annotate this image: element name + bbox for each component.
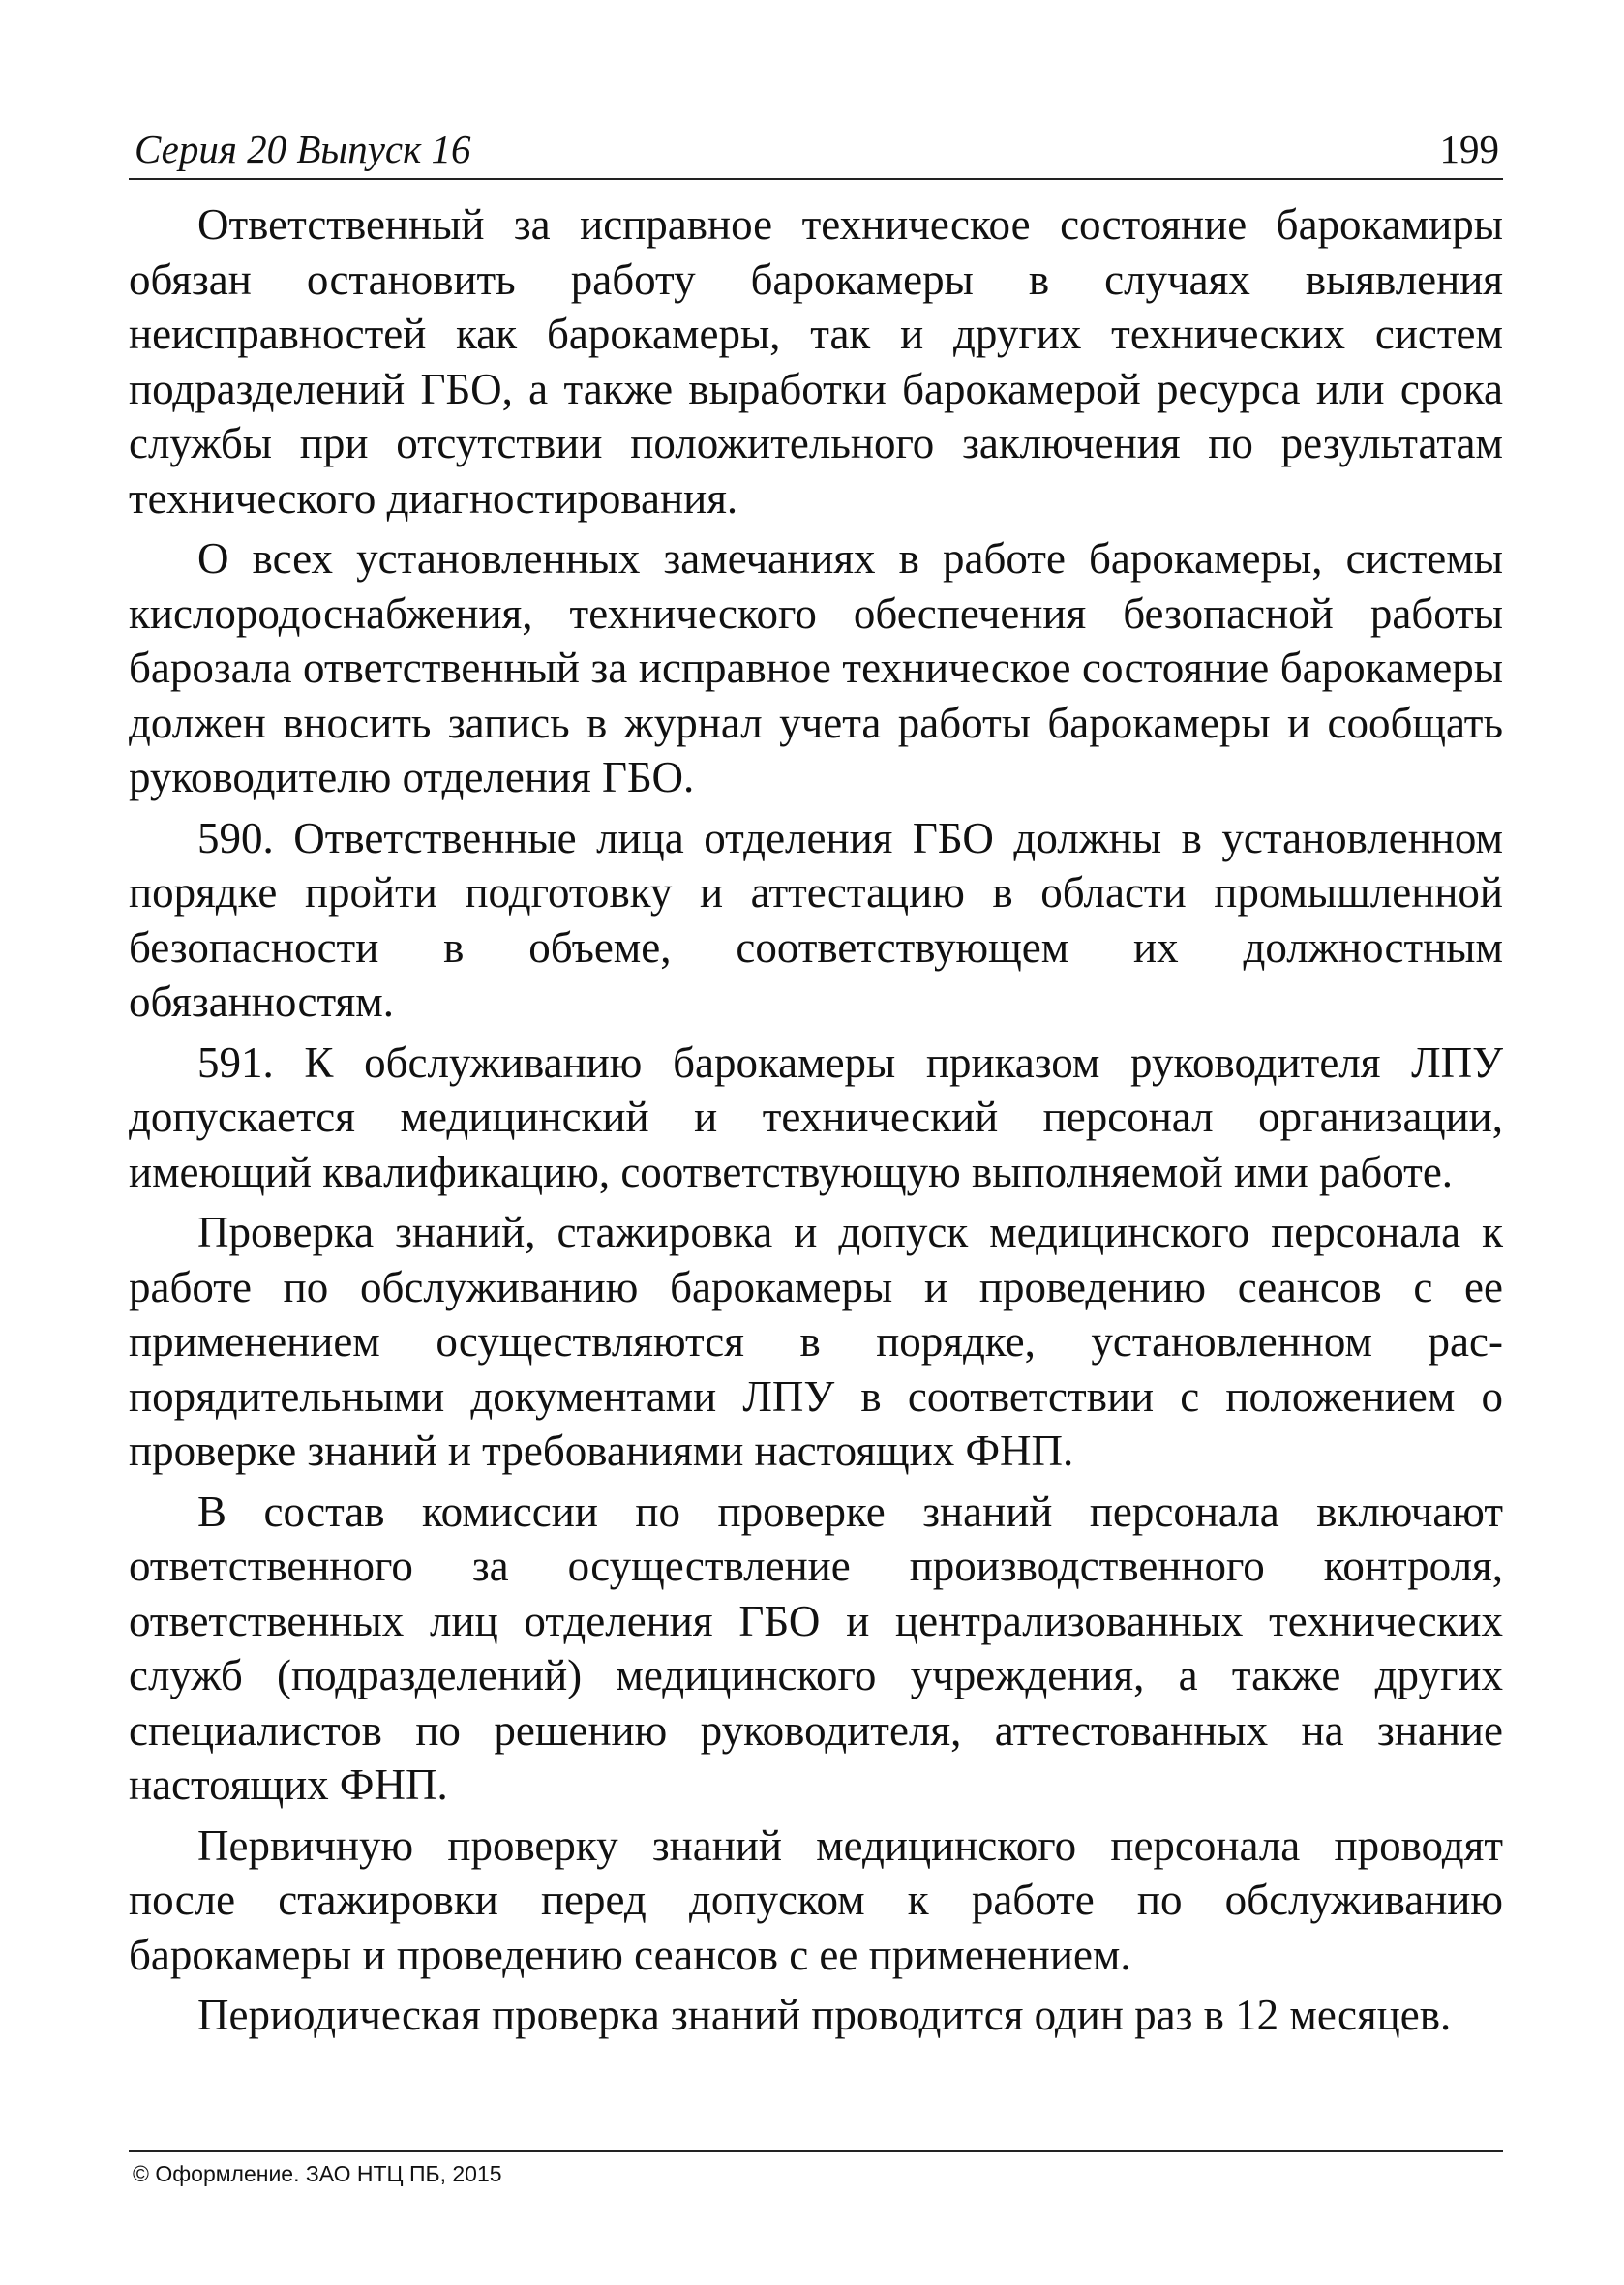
- body-text: [129, 197, 1503, 2043]
- paragraph-primary-check: Первичную проверку знаний медицинского персонала проводят после стажировки перед допуском к работе по обслуживанию барокамеры и проведению сеансов с ее применением.: [129, 1820, 1503, 1979]
- page-number: 199: [1439, 127, 1499, 171]
- paragraph-remarks-journal: О всех установленных замечаниях в работе барокамеры, системы кислородоснабжения, технического обеспечения безопасной работы барозала ответственный за исправное техническое состояние барокамеры должен вносить запись в журнал учета работы барокамеры и сообщать руководителю отделения ГБО.: [129, 534, 1503, 801]
- series-label: Серия 20 Выпуск 16: [135, 127, 471, 171]
- running-header: [129, 114, 1503, 180]
- document-page: [129, 114, 1503, 2043]
- paragraph-periodic-check: Периодическая проверка знаний проводится один раз в 12 месяцев.: [197, 1991, 1452, 2039]
- paragraph-knowledge-check: Проверка знаний, стажировка и допуск медицинского персонала к работе по обслуживанию барокамеры и проведению сеансов с ее применением осуществляются в порядке, установленном распорядительными документами ЛПУ в соответствии с положением о проверке знаний и требованиями настоящих ФНП.: [129, 1208, 1503, 1475]
- paragraph-590: 590. Ответственные лица отделения ГБО должны в установленном порядке пройти подготовку и аттестацию в области промышленной безопасности в объеме, соответствующем их должностным обязанностям.: [129, 813, 1503, 1026]
- paragraph-commission: В состав комиссии по проверке знаний персонала включают ответственного за осуществление производственного контроля, ответственных лиц отделения ГБО и централизованных технических служб (подразделений) медицинского учреждения, а также других специалистов по решению руководителя, аттестованных на знание настоящих ФНП.: [129, 1487, 1503, 1809]
- paragraph-591: 591. К обслуживанию барокамеры приказом руководителя ЛПУ допускается медицинский и технический персонал организации, имеющий квалификацию, соответствующую выполняемой ими работе.: [129, 1037, 1503, 1196]
- footer-divider: [129, 2150, 1503, 2152]
- copyright-notice: © Оформление. ЗАО НТЦ ПБ, 2015: [133, 2161, 502, 2186]
- paragraph-responsible-shutdown: Ответственный за исправное техническое состояние барокамиры обязан остановить работу барокамеры в случаях выявления неисправностей как барокамеры, так и других технических систем подразделений ГБО, а также выработки барокамерой ресурса или срока службы при отсутствии положительного заключения по результатам технического диагностирования.: [129, 200, 1503, 523]
